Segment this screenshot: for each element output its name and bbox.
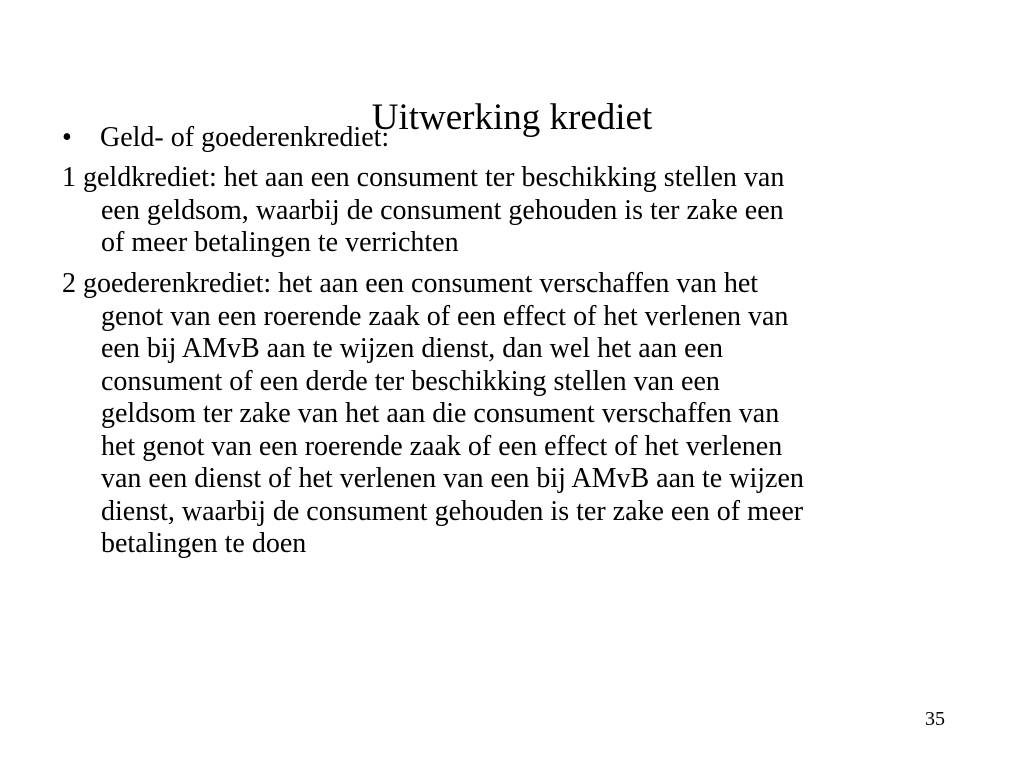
paragraph-line: 2 goederenkrediet: het aan een consument verschaffen van het	[62, 268, 759, 299]
slide-title: Uitwerking krediet	[371, 97, 653, 138]
paragraph-line: consument of een derde ter beschikking stellen van een	[101, 365, 720, 397]
paragraph-line: een geldsom, waarbij de consument gehouden is ter zake een	[101, 194, 784, 226]
paragraph-line: dienst, waarbij de consument gehouden is ter zake een of meer	[101, 495, 804, 527]
paragraph-line: geldsom ter zake van het aan die consument verschaffen van	[101, 398, 780, 429]
paragraph-line: genot van een roerende zaak of een effect of het verlenen van	[101, 300, 789, 332]
paragraph-goederenkrediet	[62, 268, 972, 561]
paragraph-line: betalingen te doen	[101, 528, 307, 559]
paragraph-line: 1 geldkrediet: het aan een consument ter beschikking stellen van	[62, 162, 785, 193]
paragraph-line: van een dienst of het verlenen van een bij AMvB aan te wijzen	[101, 463, 804, 494]
paragraph-line: het genot van een roerende zaak of een effect of het verlenen	[101, 430, 783, 462]
bullet-icon: •	[62, 122, 72, 153]
paragraph-line: een bij AMvB aan te wijzen dienst, dan wel het aan een	[101, 333, 724, 364]
bullet-text: Geld- of goederenkrediet:	[100, 122, 390, 153]
paragraph-line: of meer betalingen te verrichten	[101, 227, 459, 258]
page-number: 35	[925, 708, 945, 730]
paragraph-geldkrediet	[62, 162, 972, 260]
bullet-item	[62, 120, 389, 156]
